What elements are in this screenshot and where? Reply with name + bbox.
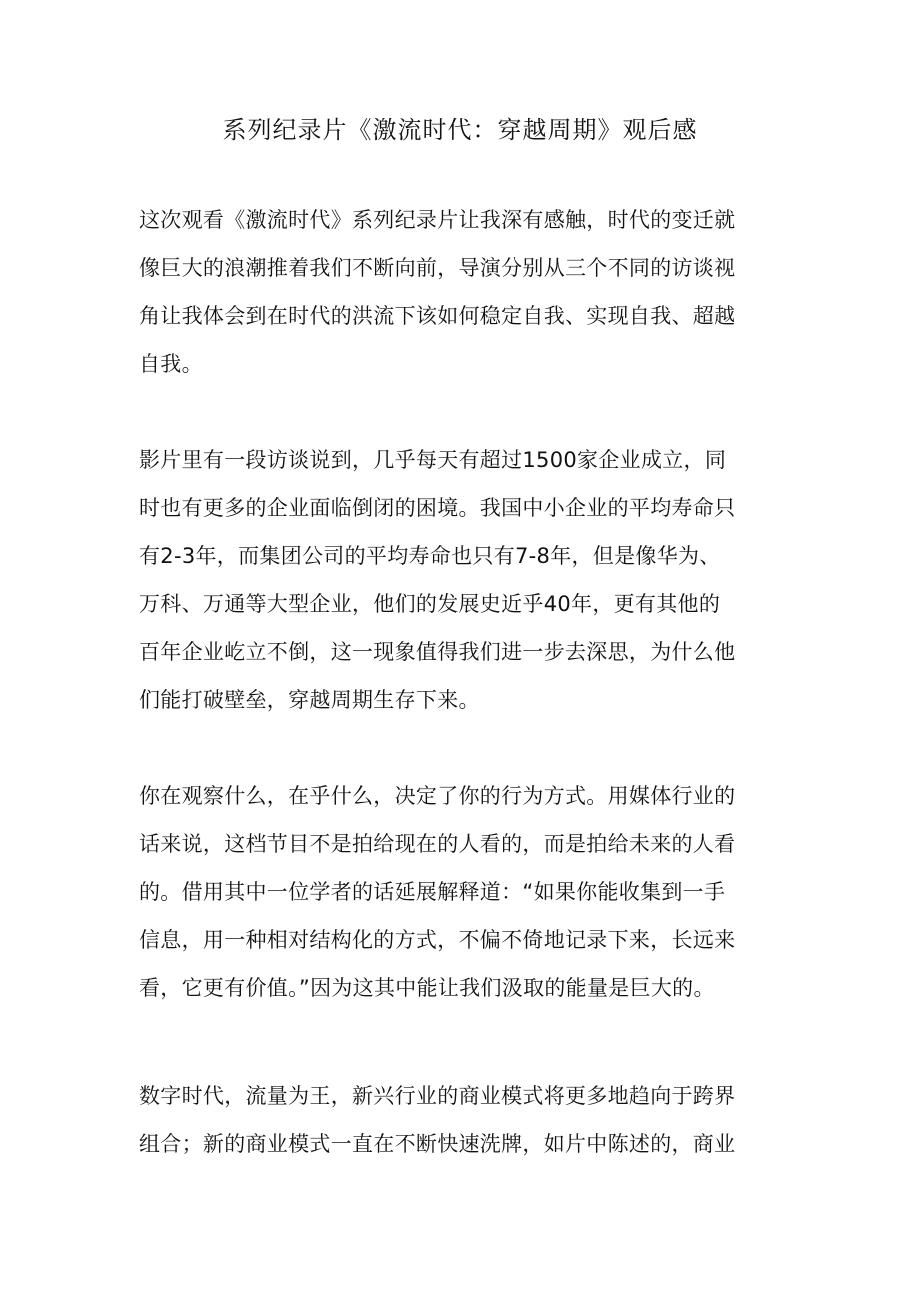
text-line: 这次观看《激流时代》系列纪录片让我深有感触，时代的变迁就 [139, 208, 736, 232]
text-line: 看，它更有价值。”因为这其中能让我们汲取的能量是巨大的。 [139, 976, 715, 1000]
text-line: 自我。 [139, 352, 203, 376]
text-line: 话来说，这档节目不是拍给现在的人看的，而是拍给未来的人看 [139, 832, 736, 856]
paragraph-1 [139, 196, 799, 388]
text-line: 有2-3年，而集团公司的平均寿命也只有7-8年，但是像华为、 [139, 544, 721, 568]
paragraph-2 [139, 436, 799, 724]
text-line: 的。借用其中一位学者的话延展解释道：“如果你能收集到一手 [139, 880, 726, 904]
document-title: 系列纪录片《激流时代：穿越周期》观后感 [222, 116, 698, 144]
text-line: 百年企业屹立不倒，这一现象值得我们进一步去深思，为什么他 [139, 640, 736, 664]
text-line: 时也有更多的企业面临倒闭的困境。我国中小企业的平均寿命只 [139, 496, 736, 520]
text-line: 你在观察什么，在乎什么，决定了你的行为方式。用媒体行业的 [139, 784, 736, 808]
paragraph-3 [139, 772, 799, 1012]
paragraph-4 [139, 1072, 799, 1168]
text-line: 信息，用一种相对结构化的方式，不偏不倚地记录下来，长远来 [139, 928, 736, 952]
text-line: 像巨大的浪潮推着我们不断向前，导演分别从三个不同的访谈视 [139, 256, 736, 280]
text-line: 组合；新的商业模式一直在不断快速洗牌，如片中陈述的，商业 [139, 1132, 736, 1156]
text-line: 角让我体会到在时代的洪流下该如何稳定自我、实现自我、超越 [139, 304, 736, 328]
text-line: 万科、万通等大型企业，他们的发展史近乎40年，更有其他的 [139, 592, 721, 616]
text-line: 们能打破壁垒，穿越周期生存下来。 [139, 688, 480, 712]
text-line: 影片里有一段访谈说到，几乎每天有超过1500家企业成立，同 [139, 448, 727, 472]
text-line: 数字时代，流量为王，新兴行业的商业模式将更多地趋向于跨界 [139, 1084, 736, 1108]
